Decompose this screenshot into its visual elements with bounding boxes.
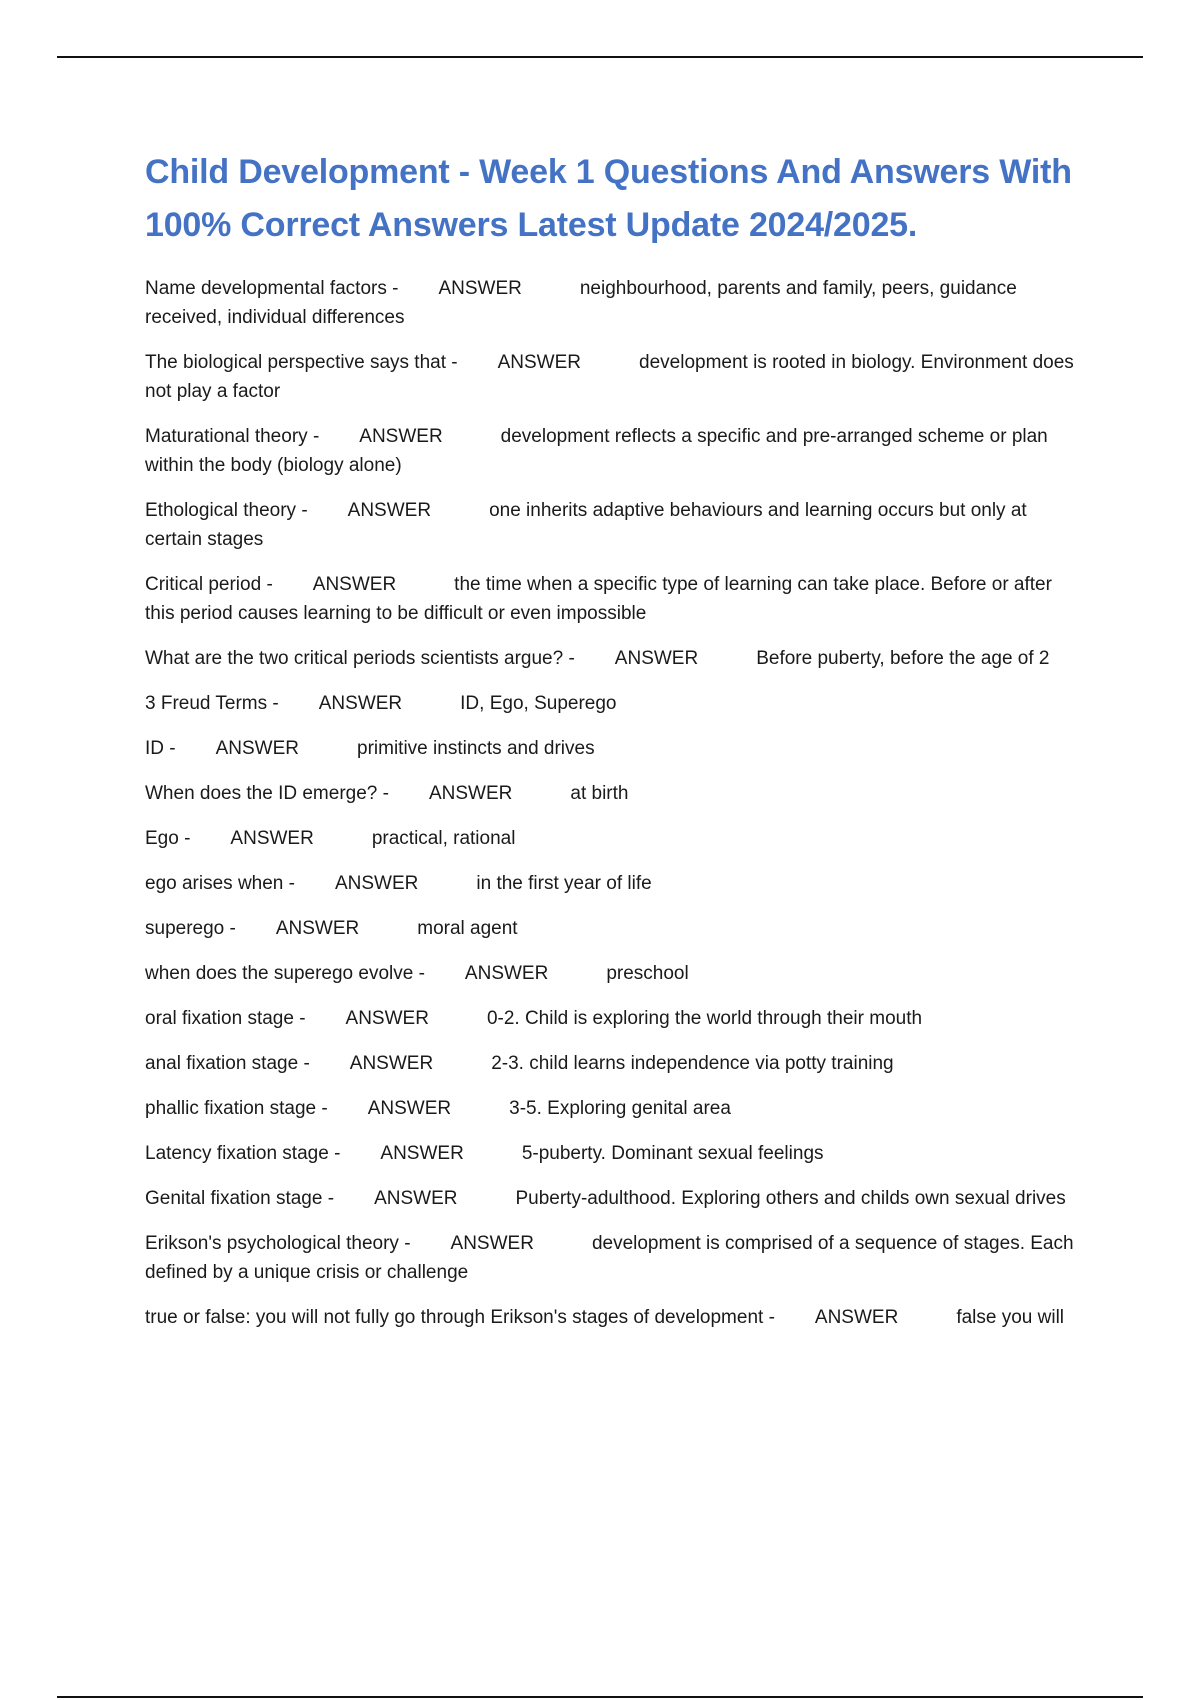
question-text: Maturational theory (145, 426, 308, 447)
answer-label: ANSWER (614, 648, 699, 669)
separator-dash: - (299, 1008, 306, 1029)
qa-item (145, 1229, 1085, 1287)
qa-list (145, 274, 1085, 1332)
answer-label: ANSWER (359, 426, 443, 447)
answer-text: primitive instincts and drives (357, 738, 595, 759)
question-text: 3 Freud Terms (145, 693, 268, 714)
answer-label: ANSWER (380, 1143, 464, 1164)
answer-text: the time when a specific type of learning can take place. Before or after this period causes learning to be difficult or even impossible (145, 574, 1052, 624)
answer-label: ANSWER (349, 1053, 434, 1074)
qa-item (145, 348, 1085, 406)
qa-item (145, 1094, 1085, 1123)
answer-label: ANSWER (428, 783, 513, 804)
answer-label: ANSWER (334, 873, 419, 894)
question-text: Ethological theory (145, 500, 297, 521)
separator-dash: - (272, 693, 279, 714)
question-text: when does the superego evolve (145, 963, 414, 984)
question-text: phallic fixation stage (145, 1098, 317, 1119)
separator-dash: - (568, 648, 575, 669)
separator-dash: - (768, 1307, 775, 1328)
qa-item (145, 734, 1085, 763)
answer-label: ANSWER (374, 1188, 458, 1209)
question-text: true or false: you will not fully go through Erikson's stages of development (145, 1307, 764, 1328)
qa-item (145, 1184, 1085, 1213)
separator-dash: - (303, 1053, 310, 1074)
answer-text: moral agent (417, 918, 518, 939)
separator-dash: - (288, 873, 295, 894)
separator-dash: - (327, 1188, 335, 1209)
answer-text: false you will (956, 1307, 1065, 1328)
answer-text: development reflects a specific and pre-arranged scheme or plan within the body (biology alone) (145, 426, 1048, 476)
qa-item (145, 1004, 1085, 1033)
separator-dash: - (392, 278, 399, 299)
separator-dash: - (229, 918, 236, 939)
answer-text: ID, Ego, Superego (460, 693, 617, 714)
separator-dash: - (184, 828, 191, 849)
answer-label: ANSWER (464, 963, 549, 984)
qa-item (145, 689, 1085, 718)
question-text: Latency fixation stage (145, 1143, 329, 1164)
answer-text: preschool (606, 963, 689, 984)
question-text: Name developmental factors (145, 278, 387, 299)
separator-dash: - (321, 1098, 328, 1119)
question-text: oral fixation stage (145, 1008, 294, 1029)
qa-item (145, 1049, 1085, 1078)
answer-text: in the first year of life (476, 873, 652, 894)
answer-label: ANSWER (438, 278, 522, 299)
answer-text: development is comprised of a sequence of stages. Each defined by a unique crisis or challenge (145, 1233, 1074, 1283)
separator-dash: - (382, 783, 389, 804)
header-rule (57, 56, 1143, 58)
answer-text: at birth (570, 783, 629, 804)
answer-text: 2-3. child learns independence via potty training (491, 1053, 894, 1074)
answer-label: ANSWER (450, 1233, 534, 1254)
answer-text: one inherits adaptive behaviours and learning occurs but only at certain stages (145, 500, 1027, 550)
answer-label: ANSWER (215, 738, 300, 759)
separator-dash: - (418, 963, 425, 984)
answer-text: 3-5. Exploring genital area (509, 1098, 731, 1119)
answer-text: development is rooted in biology. Environment does not play a factor (145, 352, 1074, 402)
qa-item (145, 1303, 1085, 1332)
answer-label: ANSWER (230, 828, 314, 849)
answer-text: practical, rational (371, 828, 516, 849)
answer-text: Before puberty, before the age of 2 (756, 648, 1050, 669)
qa-item (145, 914, 1085, 943)
separator-dash: - (334, 1143, 341, 1164)
separator-dash: - (451, 352, 458, 373)
question-text: superego (145, 918, 225, 939)
question-text: anal fixation stage (145, 1053, 299, 1074)
qa-item (145, 274, 1085, 332)
answer-text: 0-2. Child is exploring the world through their mouth (486, 1008, 923, 1029)
qa-item (145, 570, 1085, 628)
answer-label: ANSWER (312, 574, 397, 595)
qa-item (145, 869, 1085, 898)
qa-item (145, 422, 1085, 480)
question-text: The biological perspective says that (145, 352, 446, 373)
answer-text: 5-puberty. Dominant sexual feelings (521, 1143, 824, 1164)
answer-label: ANSWER (318, 693, 403, 714)
question-text: When does the ID emerge? (145, 783, 378, 804)
answer-label: ANSWER (497, 352, 582, 373)
footer-rule (57, 1696, 1143, 1698)
answer-label: ANSWER (367, 1098, 452, 1119)
question-text: What are the two critical periods scientists argue? (145, 648, 564, 669)
answer-text: Puberty-adulthood. Exploring others and childs own sexual drives (515, 1188, 1066, 1209)
qa-item (145, 779, 1085, 808)
separator-dash: - (266, 574, 273, 595)
question-text: Critical period (145, 574, 262, 595)
document-body (145, 146, 1085, 1348)
separator-dash: - (404, 1233, 411, 1254)
qa-item (145, 496, 1085, 554)
answer-text: neighbourhood, parents and family, peers, guidance received, individual differences (145, 278, 1017, 328)
qa-item (145, 644, 1085, 673)
qa-item (145, 824, 1085, 853)
answer-label: ANSWER (814, 1307, 899, 1328)
separator-dash: - (169, 738, 176, 759)
separator-dash: - (301, 500, 308, 521)
question-text: Erikson's psychological theory (145, 1233, 399, 1254)
question-text: ID (145, 738, 164, 759)
answer-label: ANSWER (345, 1008, 429, 1029)
question-text: ego arises when (145, 873, 284, 894)
qa-item (145, 1139, 1085, 1168)
answer-label: ANSWER (347, 500, 432, 521)
answer-label: ANSWER (275, 918, 360, 939)
document-title: Child Development - Week 1 Questions And Answers With 100% Correct Answers Latest Update 2024/2025. (145, 153, 1072, 244)
question-text: Genital fixation stage (145, 1188, 323, 1209)
qa-item (145, 959, 1085, 988)
question-text: Ego (145, 828, 179, 849)
separator-dash: - (312, 426, 320, 447)
